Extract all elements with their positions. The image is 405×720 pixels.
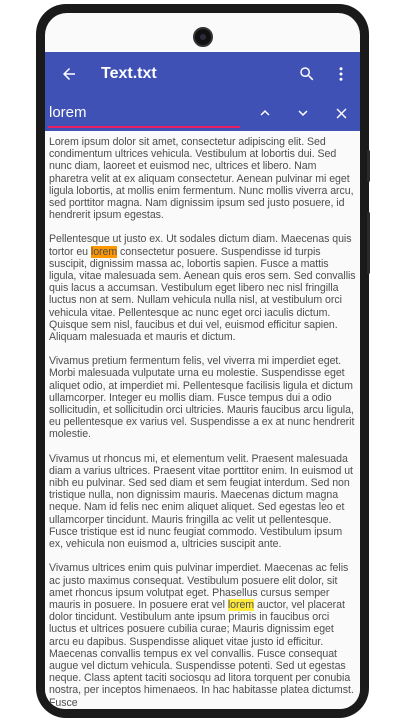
- next-match-button[interactable]: [284, 95, 322, 131]
- search-input[interactable]: [48, 104, 240, 121]
- text-run: consectetur posuere. Suspendisse id turpis suscipit, dignissim massa ac, lobortis sapien. Fusce a mattis ligula, vitae malesuada sem. Aenean quis eros sem. Sed convallis quis lacus a accumsan. Vestibulum eget libero nec nisl fringilla luctus non at sem. Nullam vehicula nulla nisl, at vestibulum orci vehicula vitae. Pellentesque ac nunc eget orci iaculis dictum. Quisque sem nisl, faucibus et dui vel, euismod efficitur sapien. Aliquam malesuada et mauris et dictum.: [49, 245, 356, 344]
- paragraph: [49, 233, 357, 343]
- search-field-container: [48, 98, 240, 128]
- document-viewer[interactable]: [45, 131, 360, 709]
- search-icon: [298, 65, 316, 83]
- overflow-menu-button[interactable]: [324, 52, 358, 95]
- text-run: Lorem ipsum dolor sit amet, consectetur adipiscing elit. Sed condimentum ultrices vehicula. Vestibulum at lobortis dui. Sed nunc diam, laoreet et euismod nec, ultrices et libero. Nam pharetra velit at ex aliquam consectetur. Aenean pulvinar mi eget ligula lobortis, at mollis enim fermentum. Nunc mollis viverra arcu, sed porttitor magna. Nam dignissim ipsum sed justo posuere, id hendrerit ipsum egestas.: [49, 136, 354, 222]
- paragraph: [49, 562, 357, 708]
- current-search-match: lorem: [90, 245, 118, 258]
- phone-frame: [36, 4, 369, 718]
- paragraph: [49, 453, 357, 551]
- text-run: auctor, vel placerat dolor tincidunt. Vestibulum ante ipsum primis in faucibus orci luctus et ultrices posuere cubilia curae; Mauris dignissim eget arcu eu dapibus. Suspendisse aliquet vitae justo id efficitur. Maecenas convallis tempus ex vel convallis. Fusce consequat augue vel dictum vehicula. Suspendisse potenti. Sed ut egestas neque. Class aptent taciti sociosqu ad litora torquent per conubia nostra, per inceptos himenaeos. In hac habitasse platea dictumst. Fusce: [49, 598, 354, 709]
- phone-screen: [45, 13, 360, 709]
- app-bar: [45, 52, 360, 95]
- back-button[interactable]: [47, 52, 91, 95]
- close-search-button[interactable]: [322, 95, 360, 131]
- paragraph: [49, 355, 357, 440]
- search-match: lorem: [227, 598, 255, 611]
- power-button: [367, 212, 370, 274]
- volume-button: [367, 150, 370, 182]
- chevron-down-icon: [294, 104, 312, 122]
- search-actions: [246, 95, 360, 131]
- more-vert-icon: [332, 65, 350, 83]
- close-icon: [333, 105, 350, 122]
- paragraph: [49, 136, 357, 221]
- previous-match-button[interactable]: [246, 95, 284, 131]
- search-button[interactable]: [290, 52, 324, 95]
- chevron-up-icon: [256, 104, 274, 122]
- front-camera: [193, 27, 213, 47]
- text-run: Vivamus ultrices enim quis pulvinar imperdiet. Maecenas ac felis ac justo maximus consequat. Vestibulum posuere elit dolor, sit amet rhoncus ipsum volutpat eget. Phasellus cursus semper mauris in posuere. In posuere erat vel: [49, 562, 349, 611]
- find-bar: [45, 95, 360, 131]
- page-title: Text.txt: [101, 64, 157, 82]
- text-run: Vivamus pretium fermentum felis, vel viverra mi imperdiet eget. Morbi malesuada vulputate urna eu molestie. Suspendisse eget aliquet odio, at imperdiet mi. Pellentesque facilisis ligula et dictum ullamcorper. Integer eu mollis diam. Fusce tempus dui a odio sollicitudin, et sollicitudin orci ultricies. Mauris faucibus arcu ligula, eu pellentesque ex varius vel. Suspendisse a ex at nunc hendrerit molestie.: [49, 355, 355, 441]
- arrow-back-icon: [60, 65, 78, 83]
- text-run: Pellentesque ut justo ex. Ut sodales dictum diam. Maecenas quis tortor eu: [49, 233, 352, 258]
- text-run: Vivamus ut rhoncus mi, et elementum velit. Praesent malesuada diam a varius ultrices. Praesent vitae porttitor enim. In euismod ut nibh eu pulvinar. Sed sed diam et sem feugiat interdum. Sed non tristique nulla, non dignissim mauris. Maecenas dictum magna neque. Nam id felis nec enim aliquet aliquet. Sed egestas leo et ullamcorper tincidunt. Mauris fringilla ac velit ut pellentesque. Fusce tristique est id nunc feugiat commodo. Vestibulum ipsum ex, vehicula non euismod a, ultricies suscipit ante.: [49, 452, 353, 551]
